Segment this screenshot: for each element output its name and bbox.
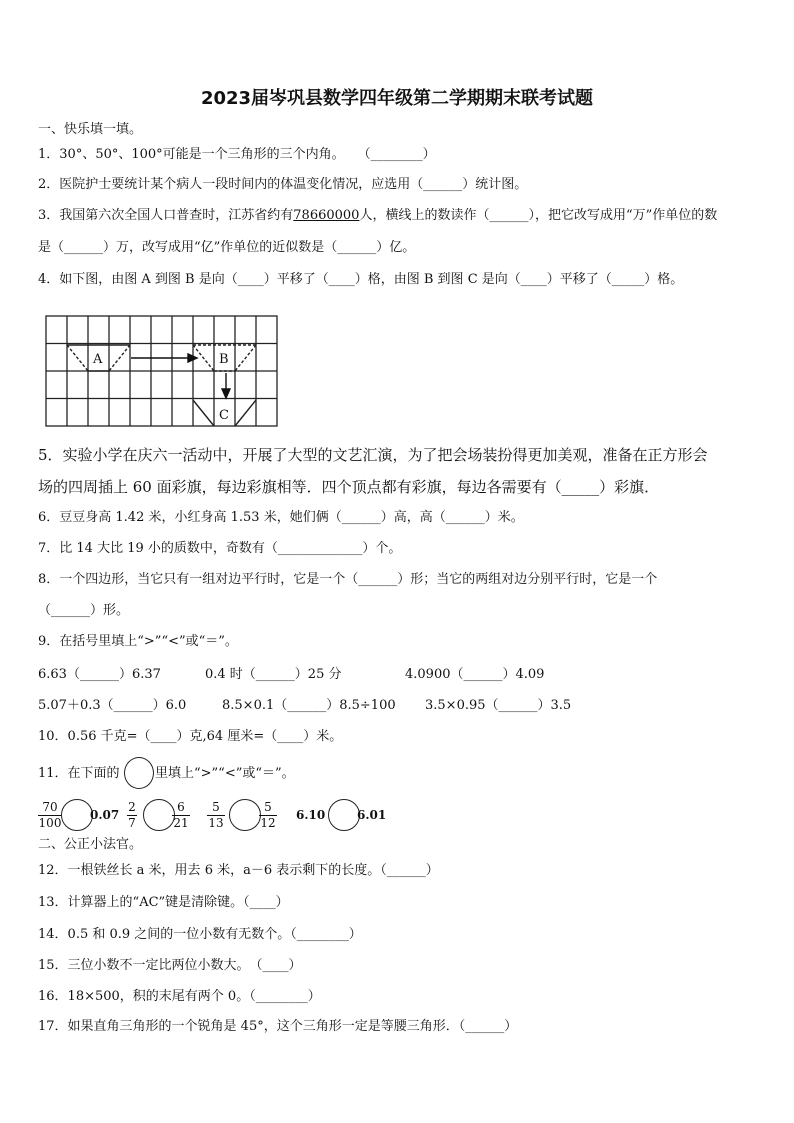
question-3-line-1 — [38, 208, 717, 224]
question-6: 6．豆豆身高 1.42 米，小红身高 1.53 米，她们俩（______）高，高（______）米。 — [38, 510, 524, 525]
question-16: 16．18×500，积的末尾有两个 0。（________） — [38, 989, 321, 1004]
fraction-70-100 — [38, 801, 62, 830]
compare-circle[interactable] — [61, 799, 93, 831]
fraction-2-7 — [127, 801, 137, 830]
question-11-text-a: 11．在下面的 — [38, 766, 120, 781]
question-7: 7．比 14 大比 19 小的质数中，奇数有（_____________）个。 — [38, 541, 402, 556]
q9-row2-item1: 5.07＋0.3（______）6.0 — [38, 698, 187, 713]
question-3-line-2: 是（______）万，改写成用“亿”作单位的近似数是（______）亿。 — [38, 240, 416, 255]
q3-text-b: 人，横线上的数读作（______），把它改写成用“万”作单位的数 — [359, 208, 718, 223]
question-15: 15．三位小数不一定比两位小数大。 （____） — [38, 958, 302, 973]
fraction-numerator: 5 — [264, 800, 272, 814]
compare-circle[interactable] — [328, 799, 360, 831]
q3-population-number: 78660000 — [293, 208, 360, 223]
fraction-denominator: 13 — [208, 816, 224, 830]
q9-row2-item2: 8.5×0.1（______）8.5÷100 — [222, 698, 396, 713]
q3-text-a: 3．我国第六次全国人口普查时，江苏省约有 — [38, 208, 294, 223]
section-heading-2: 二、公正小法官。 — [38, 837, 143, 852]
fraction-5-13 — [207, 801, 225, 830]
question-2: 2．医院护士要统计某个病人一段时间内的体温变化情况，应选用（______）统计图。 — [38, 177, 528, 192]
fraction-numerator: 6 — [177, 800, 185, 814]
label-c: C — [219, 408, 229, 423]
question-12: 12．一根铁丝长 a 米，用去 6 米，a－6 表示剩下的长度。（______） — [38, 863, 439, 878]
question-13: 13．计算器上的“AC”键是清除键。（____） — [38, 895, 289, 910]
question-8-line-2: （______）形。 — [38, 603, 130, 618]
grid-lines — [46, 316, 277, 426]
question-9: 9．在括号里填上“>”“<”或“＝”。 — [38, 634, 238, 649]
question-5-line-1: 5．实验小学在庆六一活动中，开展了大型的文艺汇演，为了把会场装扮得更加美观，准备在正方形会 — [38, 446, 708, 464]
value-6-10: 6.10 — [296, 808, 326, 822]
q9-row1-item3: 4.0900（______）4.09 — [405, 667, 545, 682]
compare-circle[interactable] — [229, 799, 261, 831]
fraction-numerator: 70 — [42, 800, 58, 814]
page-title: 2023届岑巩县数学四年级第二学期期末联考试题 — [200, 88, 594, 109]
q9-row1-item1: 6.63（______）6.37 — [38, 667, 161, 682]
question-1: 1．30°、50°、100°可能是一个三角形的三个内角。 （________） — [38, 147, 436, 162]
label-a: A — [93, 352, 103, 367]
q9-row2-item3: 3.5×0.95（______）3.5 — [425, 698, 572, 713]
value-0-07: 0.07 — [90, 808, 120, 822]
compare-circle[interactable] — [143, 799, 175, 831]
q9-row1-item2: 0.4 时（______）25 分 — [205, 667, 342, 682]
question-14: 14．0.5 和 0.9 之间的一位小数有无数个。（________） — [38, 927, 362, 942]
arrow-b-to-c — [222, 373, 230, 398]
arrow-a-to-b — [131, 354, 197, 362]
fraction-denominator: 7 — [128, 816, 136, 830]
question-4: 4．如下图，由图 A 到图 B 是向（____）平移了（____）格，由图 B 到图 C 是向（____）平移了（_____）格。 — [38, 272, 684, 287]
question-17: 17．如果直角三角形的一个锐角是 45°，这个三角形一定是等腰三角形．（______） — [38, 1019, 518, 1034]
value-6-01: 6.01 — [357, 808, 387, 822]
question-5-line-2: 场的四周插上 60 面彩旗，每边彩旗相等．四个顶点都有彩旗，每边各需要有（_____）彩旗． — [38, 478, 660, 496]
translation-grid-figure — [45, 315, 281, 429]
question-8-line-1: 8．一个四边形，当它只有一组对边平行时，它是一个（______）形；当它的两组对边分别平行时，它是一个 — [38, 572, 658, 587]
fraction-denominator: 21 — [173, 816, 189, 830]
fraction-5-12 — [259, 801, 277, 830]
question-10: 10．0.56 千克=（____）克,64 厘米=（____）米。 — [38, 729, 343, 744]
fraction-6-21 — [172, 801, 190, 830]
fraction-denominator: 100 — [38, 816, 62, 830]
compare-circle — [124, 757, 154, 789]
label-b: B — [219, 352, 229, 367]
fraction-denominator: 12 — [260, 816, 276, 830]
section-heading-1: 一、快乐填一填。 — [38, 122, 143, 137]
fraction-numerator: 5 — [212, 800, 220, 814]
fraction-numerator: 2 — [128, 800, 136, 814]
question-11-text-b: 里填上“>”“<”或“＝”。 — [155, 766, 295, 781]
